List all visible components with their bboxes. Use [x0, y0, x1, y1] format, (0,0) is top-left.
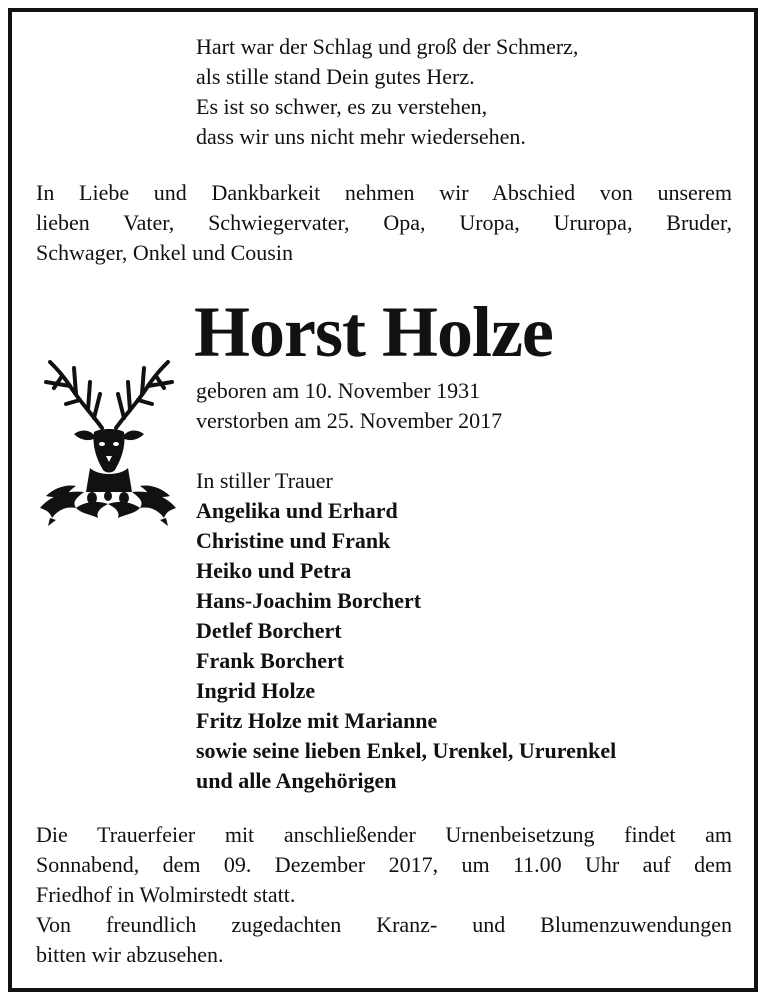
poem-line: Hart war der Schlag und groß der Schmerz,: [196, 34, 579, 59]
mourner-name: Frank Borchert: [196, 648, 345, 673]
mourner-name: Hans-Joachim Borchert: [196, 588, 422, 613]
deceased-name: Horst Holze: [194, 292, 553, 372]
mourners-list: [196, 466, 616, 796]
mourner-name: Angelika und Erhard: [196, 498, 398, 523]
mourner-name: Fritz Holze mit Marianne: [196, 708, 438, 733]
farewell-text: [36, 178, 732, 268]
funeral-information: [36, 820, 732, 970]
funeral-line: Sonnabend, dem 09. Dezember 2017, um 11.00 Uhr auf dem: [36, 852, 732, 877]
funeral-line: bitten wir abzusehen.: [36, 942, 224, 967]
mourner-name: Ingrid Holze: [196, 678, 316, 703]
obituary-notice: [8, 8, 758, 992]
stag-head-icon: [36, 358, 180, 528]
farewell-line: Schwager, Onkel und Cousin: [36, 240, 293, 265]
mourner-name: und alle Angehörigen: [196, 768, 397, 793]
birth-date: geboren am 10. November 1931: [196, 378, 481, 403]
poem-line: dass wir uns nicht mehr wiedersehen.: [196, 124, 526, 149]
memorial-poem: [196, 32, 578, 152]
mourner-name: Detlef Borchert: [196, 618, 342, 643]
poem-line: Es ist so schwer, es zu verstehen,: [196, 94, 488, 119]
mourners-heading: In stiller Trauer: [196, 468, 333, 493]
farewell-line: lieben Vater, Schwiegervater, Opa, Uropa, Ururopa, Bruder,: [36, 210, 732, 235]
funeral-line: Friedhof in Wolmirstedt statt.: [36, 882, 296, 907]
funeral-line: Die Trauerfeier mit anschließender Urnenbeisetzung findet am: [36, 822, 732, 847]
mourner-name: Heiko und Petra: [196, 558, 352, 583]
mourner-name: sowie seine lieben Enkel, Urenkel, Ururenkel: [196, 738, 617, 763]
death-date: verstorben am 25. November 2017: [196, 408, 503, 433]
mourner-name: Christine und Frank: [196, 528, 391, 553]
funeral-line: Von freundlich zugedachten Kranz- und Blumenzuwendungen: [36, 912, 732, 937]
poem-line: als stille stand Dein gutes Herz.: [196, 64, 475, 89]
farewell-line: In Liebe und Dankbarkeit nehmen wir Abschied von unserem: [36, 180, 732, 205]
life-dates: [196, 376, 502, 436]
